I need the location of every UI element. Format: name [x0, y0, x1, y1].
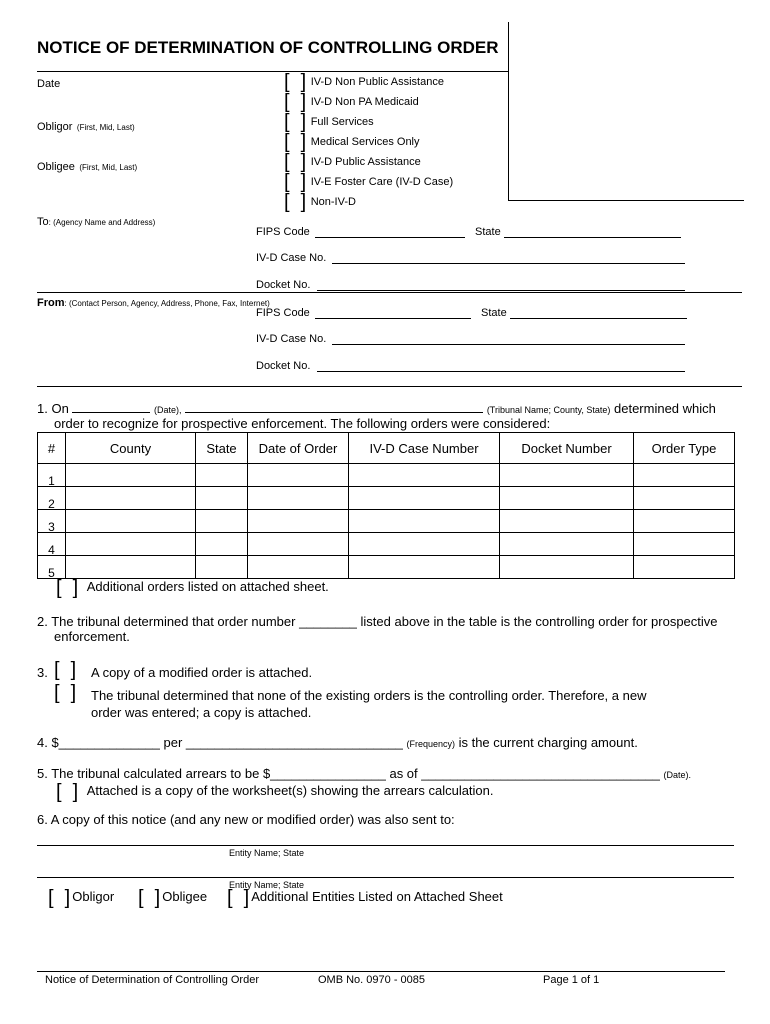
from-state-input[interactable] — [510, 318, 687, 319]
box-bottom-border — [508, 200, 744, 201]
table-cell[interactable] — [66, 510, 196, 533]
table-cell[interactable] — [349, 487, 500, 510]
to-state-label: State — [475, 226, 501, 238]
to-fips-input[interactable] — [315, 237, 465, 238]
from-label: From: (Contact Person, Agency, Address, Phone, Fax, Internet) — [37, 297, 270, 309]
obligor-hint: (First, Mid, Last) — [76, 123, 135, 132]
table-cell[interactable] — [248, 510, 349, 533]
from-docket-label: Docket No. — [256, 360, 311, 372]
to-state-input[interactable] — [504, 237, 681, 238]
to-label: To: (Agency Name and Address) — [37, 216, 156, 228]
table-cell[interactable] — [66, 487, 196, 510]
date-label: Date — [37, 78, 61, 90]
to-case-input[interactable] — [332, 263, 685, 264]
obligor-checkbox[interactable]: [ ] Obligor — [48, 887, 115, 909]
table-row — [38, 510, 735, 533]
to-fips-label: FIPS Code — [256, 226, 310, 238]
item1-line2: order to recognize for prospective enforcement. The following orders were considered: — [54, 416, 551, 431]
from-fips-input[interactable] — [315, 318, 471, 319]
table-row — [38, 556, 735, 579]
table-cell[interactable] — [634, 510, 735, 533]
col-header: Docket Number — [500, 433, 634, 464]
case-type-checkbox[interactable]: [ ] IV-D Non PA Medicaid — [284, 91, 419, 113]
table-cell[interactable] — [248, 487, 349, 510]
form-title: NOTICE OF DETERMINATION OF CONTROLLING ORDER — [37, 38, 499, 57]
case-type-checkbox[interactable]: [ ] Full Services — [284, 111, 374, 133]
table-row — [38, 464, 735, 487]
item3-number: 3. — [37, 665, 48, 680]
table-cell[interactable] — [500, 556, 634, 579]
footer-page-number: Page 1 of 1 — [543, 974, 600, 986]
obligee-hint: (First, Mid, Last) — [79, 163, 138, 172]
table-cell[interactable] — [248, 533, 349, 556]
item6-line: 6. A copy of this notice (and any new or modified order) was also sent to: — [37, 812, 455, 827]
table-cell[interactable] — [66, 533, 196, 556]
obligor-label: Obligor — [37, 121, 73, 133]
from-docket-input[interactable] — [317, 371, 685, 372]
obligee-checkbox[interactable]: [ ] Obligee — [138, 887, 208, 909]
case-type-checkbox[interactable]: [ ] Medical Services Only — [284, 131, 420, 153]
additional-entities-checkbox[interactable]: [ ] Additional Entities Listed on Attached Sheet — [227, 887, 503, 909]
additional-orders-checkbox[interactable]: [ ] Additional orders listed on attached sheet. — [56, 577, 329, 599]
table-cell[interactable] — [196, 533, 248, 556]
table-cell[interactable] — [349, 556, 500, 579]
row-number: 1 — [38, 464, 66, 487]
item1-date-input[interactable] — [72, 401, 150, 413]
table-cell[interactable] — [196, 510, 248, 533]
item1-line1: 1. On (Date), (Tribunal Name; County, State) determined which — [37, 401, 716, 416]
case-type-list — [284, 72, 453, 212]
table-cell[interactable] — [634, 533, 735, 556]
to-case-label: IV-D Case No. — [256, 252, 327, 264]
footer-omb-number: OMB No. 0970 - 0085 — [318, 974, 426, 986]
from-case-label: IV-D Case No. — [256, 333, 327, 345]
col-header: Date of Order — [248, 433, 349, 464]
footer-rule — [37, 971, 725, 972]
orders-table — [37, 432, 735, 579]
item3-opt1-checkbox[interactable]: [ ] — [54, 659, 77, 681]
worksheet-checkbox[interactable]: [ ] Attached is a copy of the worksheet(s) showing the arrears calculation. — [56, 781, 494, 803]
table-cell[interactable] — [196, 487, 248, 510]
table-cell[interactable] — [349, 533, 500, 556]
item1-tribunal-input[interactable] — [185, 401, 483, 413]
col-header: State — [196, 433, 248, 464]
table-cell[interactable] — [196, 464, 248, 487]
item3-opt2-checkbox[interactable]: [ ] — [54, 682, 77, 704]
box-left-border — [508, 22, 509, 200]
obligor-field[interactable] — [37, 117, 135, 135]
table-row — [38, 487, 735, 510]
item2-line2: enforcement. — [54, 629, 130, 644]
table-cell[interactable] — [196, 556, 248, 579]
row-number: 2 — [38, 487, 66, 510]
table-cell[interactable] — [634, 556, 735, 579]
table-cell[interactable] — [349, 510, 500, 533]
item3-opt1-label: A copy of a modified order is attached. — [91, 665, 313, 680]
from-section-rule — [37, 386, 742, 387]
entity-label-2: Entity Name; State — [229, 880, 305, 890]
table-cell[interactable] — [66, 464, 196, 487]
item3-opt2-line1: The tribunal determined that none of the existing orders is the controlling order. Therefore, a new — [91, 688, 647, 703]
entity-label-1: Entity Name; State — [229, 848, 305, 858]
table-row — [38, 533, 735, 556]
item2-line1: 2. The tribunal determined that order number ________ listed above in the table is the controlling order for prospective — [37, 614, 718, 629]
item5-line: 5. The tribunal calculated arrears to be $________________ as of _________________________________ (Date). — [37, 766, 691, 781]
from-fips-label: FIPS Code — [256, 307, 310, 319]
table-cell[interactable] — [500, 464, 634, 487]
table-cell[interactable] — [634, 487, 735, 510]
to-docket-label: Docket No. — [256, 279, 311, 291]
obligee-field[interactable] — [37, 157, 137, 175]
col-header: IV-D Case Number — [349, 433, 500, 464]
from-case-input[interactable] — [332, 344, 685, 345]
table-cell[interactable] — [634, 464, 735, 487]
row-number: 4 — [38, 533, 66, 556]
case-type-checkbox[interactable]: [ ] IV-E Foster Care (IV-D Case) — [284, 171, 454, 193]
row-number: 3 — [38, 510, 66, 533]
table-cell[interactable] — [349, 464, 500, 487]
item3-opt2-line2: order was entered; a copy is attached. — [91, 705, 312, 720]
table-cell[interactable] — [500, 533, 634, 556]
col-header: # — [38, 433, 66, 464]
case-type-checkbox[interactable]: [ ] IV-D Public Assistance — [284, 151, 421, 173]
col-header: County — [66, 433, 196, 464]
entity-input-2[interactable] — [37, 877, 734, 878]
row-number: 5 — [38, 556, 66, 579]
footer-form-name: Notice of Determination of Controlling Order — [45, 974, 259, 986]
item4-line: 4. $______________ per ______________________________ (Frequency) is the current charging amount. — [37, 735, 638, 750]
entity-input-1[interactable] — [37, 845, 734, 846]
table-cell[interactable] — [248, 464, 349, 487]
col-header: Order Type — [634, 433, 735, 464]
table-header-row — [38, 433, 735, 464]
obligee-label: Obligee — [37, 161, 75, 173]
case-type-checkbox[interactable]: [ ] IV-D Non Public Assistance — [284, 71, 444, 93]
table-cell[interactable] — [500, 487, 634, 510]
to-docket-input[interactable] — [317, 290, 685, 291]
table-cell[interactable] — [500, 510, 634, 533]
from-state-label: State — [481, 307, 507, 319]
table-cell[interactable] — [66, 556, 196, 579]
case-type-checkbox[interactable]: [ ] Non-IV-D — [284, 191, 356, 213]
table-cell[interactable] — [248, 556, 349, 579]
